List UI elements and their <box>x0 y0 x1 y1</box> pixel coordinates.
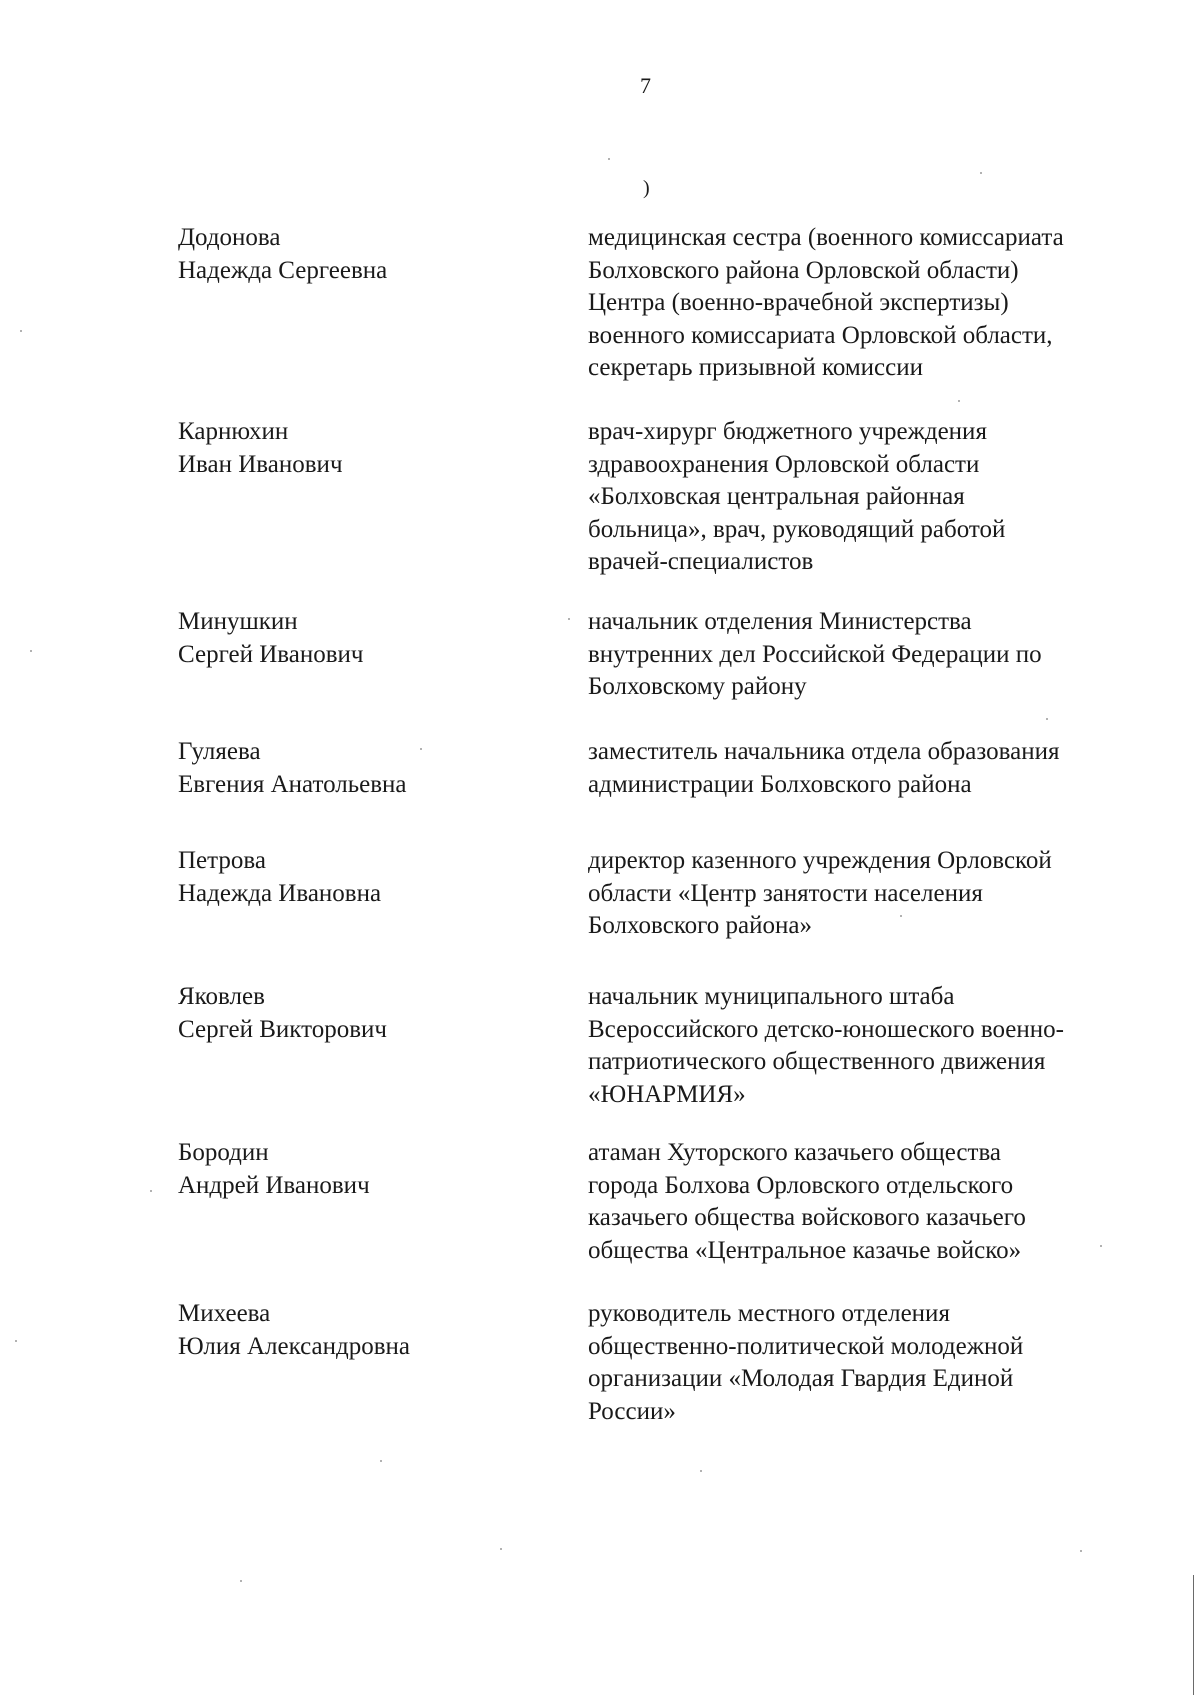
role-line: руководитель местного отделения <box>588 1300 950 1327</box>
member-surname: Минушкин <box>178 608 298 635</box>
role-line: начальник муниципального штаба <box>588 983 955 1010</box>
member-given-name: Иван Иванович <box>178 450 343 478</box>
member-role <box>588 222 1168 385</box>
role-line: Центра (военно-врачебной экспертизы) <box>588 289 1009 316</box>
scan-speck <box>15 1340 17 1342</box>
role-line: области «Центр занятости населения <box>588 879 983 907</box>
scan-speck <box>1080 1550 1082 1552</box>
role-line: больница», врач, руководящий работой <box>588 515 1006 543</box>
member-name <box>178 1137 558 1202</box>
role-line: общественно-политической молодежной <box>588 1332 1024 1360</box>
role-line: заместитель начальника отдела образования <box>588 738 1060 765</box>
member-surname: Яковлев <box>178 983 265 1010</box>
member-name <box>178 736 558 801</box>
member-name <box>178 981 558 1046</box>
role-line: директор казенного учреждения Орловской <box>588 847 1052 874</box>
scan-speck <box>1046 718 1048 720</box>
member-surname: Гуляева <box>178 738 261 765</box>
member-given-name: Надежда Сергеевна <box>178 256 388 284</box>
member-role <box>588 736 1168 801</box>
role-line: «Болховская центральная районная <box>588 483 965 510</box>
member-given-name: Андрей Иванович <box>178 1171 370 1199</box>
scan-speck <box>20 330 22 332</box>
member-given-name: Надежда Ивановна <box>178 879 382 907</box>
role-line: врачей-специалистов <box>588 548 814 575</box>
role-line: общества «Центральное казачье войско» <box>588 1236 1022 1264</box>
role-line: России» <box>588 1397 676 1425</box>
member-surname: Додонова <box>178 224 281 251</box>
member-role <box>588 981 1168 1111</box>
member-name <box>178 606 558 671</box>
scan-speck <box>1100 1245 1102 1247</box>
scan-speck <box>30 650 32 652</box>
member-given-name: Юлия Александровна <box>178 1332 410 1360</box>
role-line: «ЮНАРМИЯ» <box>588 1080 746 1108</box>
scan-speck <box>420 748 422 750</box>
page-number: 7 <box>640 73 651 98</box>
member-surname: Бородин <box>178 1139 269 1166</box>
role-line: Болховского района» <box>588 912 813 939</box>
member-surname: Петрова <box>178 847 266 874</box>
role-line: города Болхова Орловского отдельского <box>588 1171 1014 1199</box>
member-given-name: Сергей Иванович <box>178 640 364 668</box>
role-line: казачьего общества войскового казачьего <box>588 1204 1026 1231</box>
member-role <box>588 416 1168 579</box>
member-name <box>178 1298 558 1363</box>
member-surname: Михеева <box>178 1300 271 1327</box>
role-line: медицинская сестра (военного комиссариата <box>588 224 1064 251</box>
member-name <box>178 416 558 481</box>
role-line: внутренних дел Российской Федерации по <box>588 640 1042 668</box>
role-line: администрации Болховского района <box>588 770 972 798</box>
scan-edge-line <box>1193 1575 1194 1695</box>
scan-speck <box>980 172 982 174</box>
scan-speck <box>380 1460 382 1462</box>
scan-speck <box>240 1580 242 1582</box>
role-line: здравоохранения Орловской области <box>588 450 980 478</box>
scan-speck <box>900 915 902 917</box>
member-given-name: Сергей Викторович <box>178 1015 387 1043</box>
role-line: атаман Хуторского казачьего общества <box>588 1139 1002 1166</box>
role-line: Болховского района Орловской области) <box>588 256 1019 284</box>
stray-mark: ) <box>643 177 650 199</box>
role-line: секретарь призывной комиссии <box>588 354 924 381</box>
scan-speck <box>700 1470 702 1472</box>
member-role <box>588 1298 1168 1428</box>
role-line: врач-хирург бюджетного учреждения <box>588 418 987 445</box>
role-line: Болховскому району <box>588 673 807 700</box>
member-role <box>588 1137 1168 1267</box>
role-line: Всероссийского детско-юношеского военно- <box>588 1015 1064 1043</box>
role-line: организации «Молодая Гвардия Единой <box>588 1365 1014 1392</box>
scan-speck <box>150 1190 152 1192</box>
member-role <box>588 845 1168 943</box>
scan-speck <box>608 158 610 160</box>
scan-speck <box>568 618 570 620</box>
role-line: военного комиссариата Орловской области, <box>588 321 1053 349</box>
member-name <box>178 845 558 910</box>
scan-speck <box>500 1548 502 1550</box>
scan-speck <box>958 400 960 402</box>
member-given-name: Евгения Анатольевна <box>178 770 407 798</box>
member-role <box>588 606 1168 704</box>
member-surname: Карнюхин <box>178 418 289 445</box>
role-line: начальник отделения Министерства <box>588 608 972 635</box>
member-name <box>178 222 558 287</box>
role-line: патриотического общественного движения <box>588 1048 1046 1075</box>
